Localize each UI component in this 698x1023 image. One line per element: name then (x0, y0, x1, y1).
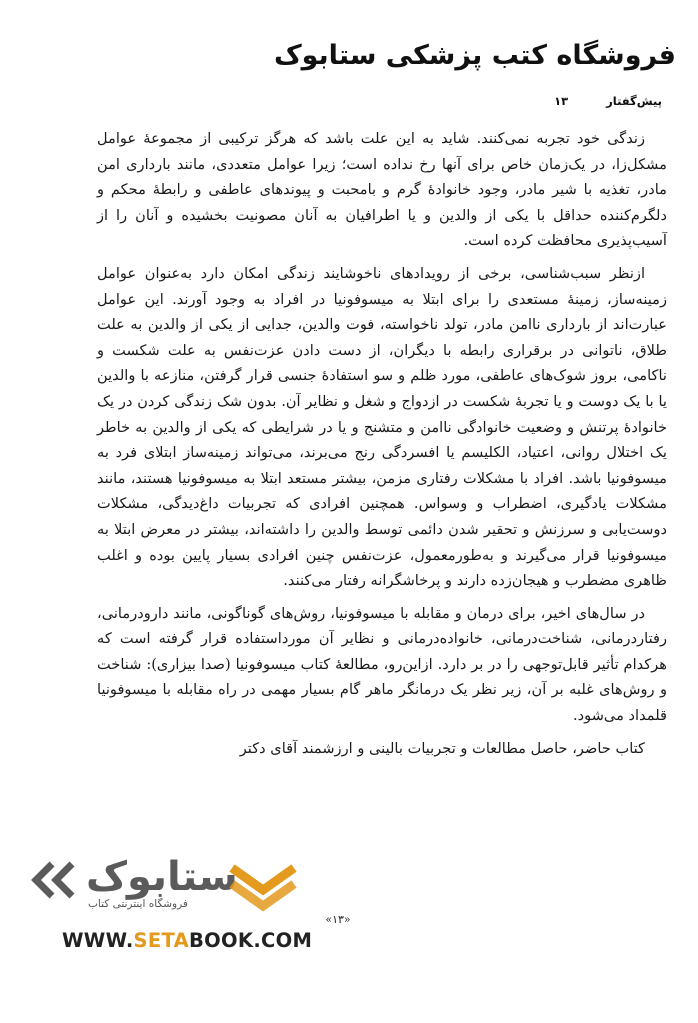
store-banner-title: فروشگاه کتب پزشکی ستابوک (273, 40, 676, 71)
setabook-logo (28, 854, 298, 918)
paragraph: ازنظر سبب‌شناسی، برخی از رویدادهای ناخوشایند زندگی امکان دارد به‌عنوان عوامل زمینه‌ساز، زمینهٔ مستعدی را برای ابتلا به میسوفونیا در افراد به وجود آورند. این عوامل عبارت‌اند از بارداری ناامن مادر، تولد ناخواسته، فوت والدین، جدایی از یکی از والدین به علت طلاق، ناتوانی در برقراری رابطه با دیگران، از دست دادن عزت‌نفس به علت شکست و ناکامی، بروز شوک‌های عاطفی، مورد ظلم و سو استفادهٔ جنسی قرار گرفتن، منازعه با والدین یا با یک دوست و یا تجربهٔ شکست در ازدواج و شغل و نظایر آن. بدون شک زندگی کردن در یک خانوادهٔ پرتنش و وضعیت خانوادگی ناامن و متشنج و یا در شرایطی که یکی از والدین به خاطر یک اختلال روانی، اعتیاد، الکلیسم یا افسردگی رنج می‌برند، می‌تواند زمینه‌ساز ابتلای فرد به میسوفونیا باشد. افراد با مشکلات رفتاری مزمن، بیشتر مستعد ابتلا به میسوفونیا هستند، مانند مشکلات یادگیری، اضطراب و وسواس. همچنین افرادی که تجربیات داغ‌دیدگی، مشکلات دوست‌یابی و سرزنش و تحقیر شدن دائمی توسط والدین را داشته‌اند، بیشتر در معرض ابتلا به میسوفونیا قرار می‌گیرند و به‌طورمعمول، عزت‌نفس چنین افرادی بسیار پایین بوده و اغلب ظاهری مضطرب و هیجان‌زده دارند و پرخاشگرانه رفتار می‌کنند. (97, 264, 667, 590)
running-head-section: پیش‌گفتار (606, 94, 662, 108)
logo-subtitle: فروشگاه اینترنتی کتاب (88, 898, 188, 910)
url-prefix: WWW. (62, 929, 134, 952)
paragraph: در سال‌های اخیر، برای درمان و مقابله با میسوفونیا، روش‌های گوناگونی، مانند دارودرمانی، رفتاردرمانی، شناخت‌درمانی، خانواده‌درمانی و نظایر آن مورداستفاده قرار گرفته است که هرکدام تأثیر قابل‌توجهی را در بر دارد. ازاین‌رو، مطالعهٔ کتاب میسوفونیا (صدا بیزاری): شناخت و روش‌های غلبه بر آن، زیر نظر یک درمانگر ماهر گام بسیار مهمی در راه مقابله با میسوفونیا قلمداد می‌شود. (97, 604, 667, 725)
paragraph: کتاب حاضر، حاصل مطالعات و تجربیات بالینی و ارزشمند آقای دکتر (239, 739, 645, 757)
website-url (62, 929, 312, 952)
paragraph: زندگی خود تجربه نمی‌کنند. شاید به این علت باشد که هرگز ترکیبی از مجموعهٔ عوامل مشکل‌زا، در یک‌زمان خاص برای آنها رخ نداده است؛ زیرا عوامل متعددی، مانند بارداری امن مادر، تغذیه با شیر مادر، وجود خانوادهٔ گرم و بامحبت و پیوندهای عاطفی و رابطهٔ محکم و دلگرم‌کننده حداقل با یکی از والدین و یا اطرافیان به آنان مصونیت بخشیده و آنان را از آسیب‌پذیری محافظت کرده است. (97, 130, 667, 250)
url-suffix: BOOK.COM (189, 929, 313, 952)
running-head-page: ۱۳ (554, 94, 569, 108)
orange-chevron-icon (228, 862, 298, 912)
logo-wordmark: ستابوک (86, 854, 238, 900)
body-text (97, 126, 667, 768)
page-number: «۱۳» (325, 913, 351, 926)
url-accent: SETA (133, 929, 189, 952)
double-chevron-icon (28, 860, 82, 900)
running-head (554, 94, 662, 108)
